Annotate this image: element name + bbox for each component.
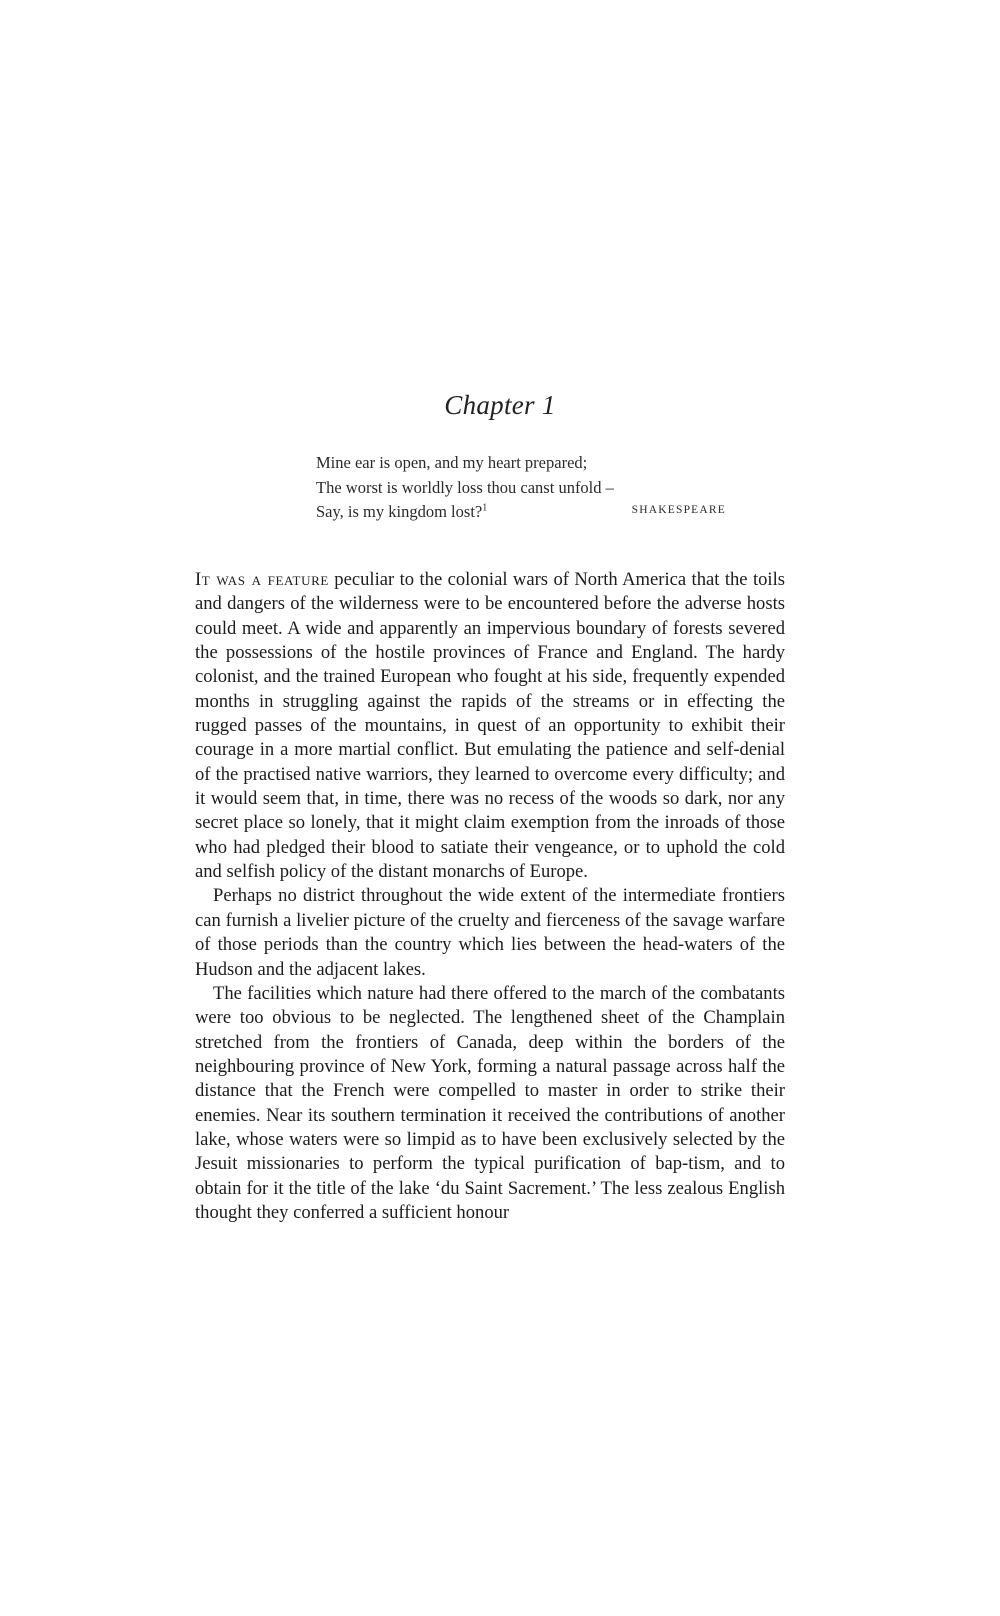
paragraph-2: Perhaps no district throughout the wide extent of the intermediate frontiers can furnish a livelier picture of the cruelty and fierceness of the savage warfare of those periods than the country which lies between the head-waters of the Hudson and the adjacent lakes. [195,885,785,980]
opening-words: It was a feature [195,569,329,590]
epigraph-author: SHAKESPEARE [631,504,726,516]
epigraph-line: The worst is worldly loss thou canst unfold – [316,477,614,497]
chapter-body [195,568,785,1225]
paragraph-1-text: peculiar to the colonial wars of North America that the toils and dangers of the wilderness were to be encountered before the adverse hosts could meet. A wide and apparently an impervious boundary of forests severed the possessions of the hostile provinces of France and England. The hardy colonist, and the trained European who fought at his side, frequently expended months in struggling against the rapids of the streams or in effecting the rugged passes of the mountains, in quest of an opportunity to exhibit their courage in a more martial conflict. But emulating the patience and self-denial of the practised native warriors, they learned to overcome every difficulty; and it would seem that, in time, there was no recess of the woods so dark, nor any secret place so lonely, that it might claim exemption from the inroads of those who had pledged their blood to satiate their vengeance, or to uphold the cold and selfish policy of the distant monarchs of Europe. [195,569,786,883]
epigraph-line-text: Say, is my kingdom lost? [316,502,483,521]
epigraph-line: Mine ear is open, and my heart prepared; [316,453,588,472]
epigraph [316,451,726,525]
paragraph-1 [195,568,785,884]
paragraph-3: The facilities which nature had there offered to the march of the combatants were too obvious to be neglected. The lengthened sheet of the Champlain stretched from the frontiers of Canada, deep within the borders of the neighbouring province of New York, forming a natural passage across half the distance that the French were compelled to master in order to strike their enemies. Near its southern termination it received the contributions of another lake, whose waters were so limpid as to have been exclusively selected by the Jesuit missionaries to perform the typical purification of bap-tism, and to obtain for it the title of the lake ‘du Saint Sacrement.’ The less zealous English thought they conferred a sufficient honour [195,982,785,1223]
footnote-marker: 1 [482,502,488,514]
chapter-title: Chapter 1 [444,390,556,420]
